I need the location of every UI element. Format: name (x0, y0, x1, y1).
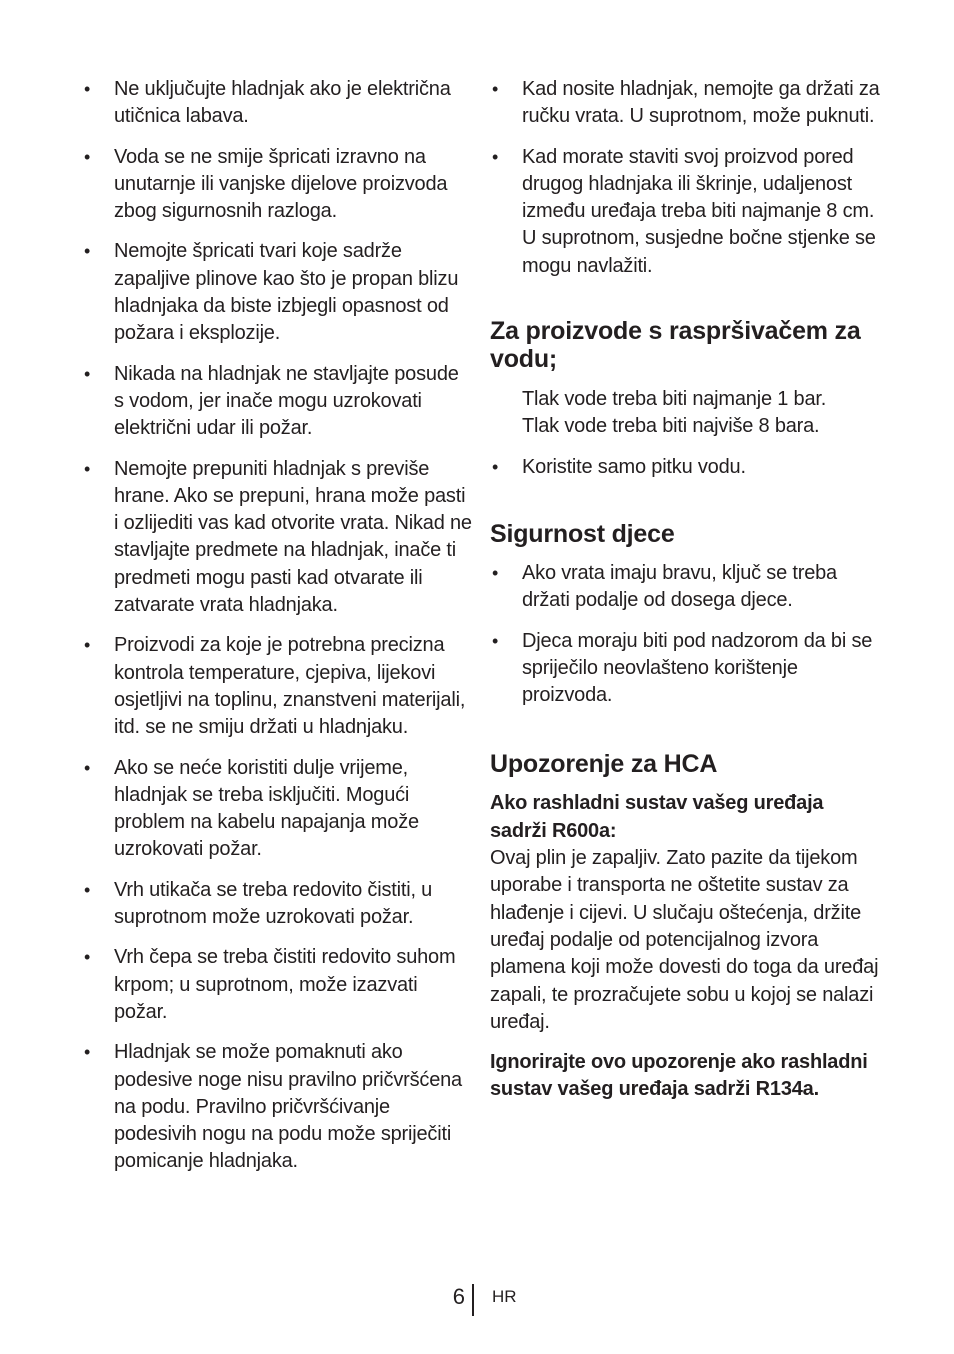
list-item: • Koristite samo pitku vodu. (492, 455, 746, 478)
list-item: • Voda se ne smije špricati izravno na unutarnje ili vanjske dijelove proizvoda zbog sigurnosnih razloga. (84, 145, 448, 223)
child-bullet-list (490, 560, 880, 709)
water-dispenser-section (490, 317, 880, 481)
list-item: • Nikada na hladnjak ne stavljajte posude s vodom, jer inače mogu uzrokovati električni udar ili požar. (84, 362, 459, 440)
page-footer (0, 1282, 954, 1316)
footer-divider (472, 1284, 474, 1316)
pressure-note: Tlak vode treba biti najmanje 1 bar. Tlak vode treba biti najviše 8 bara. (522, 388, 827, 438)
warning-exception: Ignorirajte ovo upozorenje ako rashladni sustav vašeg uređaja sadrži R134a. (490, 1051, 868, 1101)
list-item: • Ako vrata imaju bravu, ključ se treba držati podalje od dosega djece. (492, 561, 837, 612)
warning-condition: Ako rashladni sustav vašeg uređaja sadrži R600a: (490, 792, 824, 842)
right-column (490, 76, 880, 1104)
left-bullet-list (82, 76, 472, 1176)
list-item: • Vrh utikača se treba redovito čistiti, u suprotnom može uzrokovati požar. (84, 878, 433, 929)
list-item: • Hladnjak se može pomaknuti ako podesive noge nisu pravilno pričvršćena na podu. Pravilno pričvršćivanje podesivih nogu na podu može spriječiti pomicanje hladnjaka. (84, 1041, 462, 1173)
intro-bullet-list (490, 76, 880, 280)
section-heading: Upozorenje za HCA (490, 750, 718, 779)
list-item: • Nemojte prepuniti hladnjak s previše hrane. Ako se prepuni, hrana može pasti i ozlijediti vas kad otvorite vrata. Nikad ne stavljajte predmete na hladnjak, inače ti predmeti mogu pasti kad otvarate ili zatvarate vrata hladnjaka. (84, 457, 472, 617)
list-item: • Kad morate staviti svoj proizvod pored drugog hladnjaka ili škrinje, udaljenost između uređaja treba biti najmanje 8 cm. U suprotnom, susjedne bočne stjenke se mogu navlažiti. (492, 145, 876, 277)
page-number: 6 (452, 1284, 465, 1309)
list-item: • Nemojte špricati tvari koje sadrže zapaljive plinove kao što je propan blizu hladnjaka da biste izbjegli opasnost od požara i eksplozije. (84, 240, 459, 345)
left-column (82, 76, 472, 1189)
list-item: • Kad nosite hladnjak, nemojte ga držati za ručku vrata. U suprotnom, može puknuti. (492, 78, 880, 128)
list-item: • Djeca moraju biti pod nadzorom da bi se spriječilo neovlašteno korištenje proizvoda. (492, 629, 873, 707)
list-item: • Ne uključujte hladnjak ako je električna utičnica labava. (84, 78, 451, 128)
hca-warning-section (490, 750, 880, 1103)
child-safety-section (490, 520, 880, 709)
water-bullet-list (490, 454, 880, 481)
section-heading: Sigurnost djece (490, 519, 675, 548)
warning-body: Ovaj plin je zapaljiv. Zato pazite da tijekom uporabe i transporta ne oštetite sustav za hlađenje i cijevi. U slučaju oštećenja, držite uređaj podalje od potencijalnog izvora plamena koji može dovesti do toga da uređaj zapali, te prozračujete sobu u kojoj se nalazi uređaj. (490, 847, 879, 1033)
list-item: • Vrh čepa se treba čistiti redovito suhom krpom; u suprotnom, može izazvati požar. (84, 946, 456, 1023)
list-item: • Proizvodi za koje je potrebna precizna kontrola temperature, cjepiva, lijekovi osjetljivi na toplinu, znanstveni materijali, itd. se ne smiju držati u hladnjaku. (84, 634, 466, 739)
section-heading: Za proizvode s raspršivačem za vodu; (490, 317, 861, 374)
language-code: HR (492, 1287, 517, 1306)
list-item: • Ako se neće koristiti dulje vrijeme, hladnjak se treba isključiti. Mogući problem na kabelu napajanja može uzrokovati požar. (84, 756, 419, 861)
